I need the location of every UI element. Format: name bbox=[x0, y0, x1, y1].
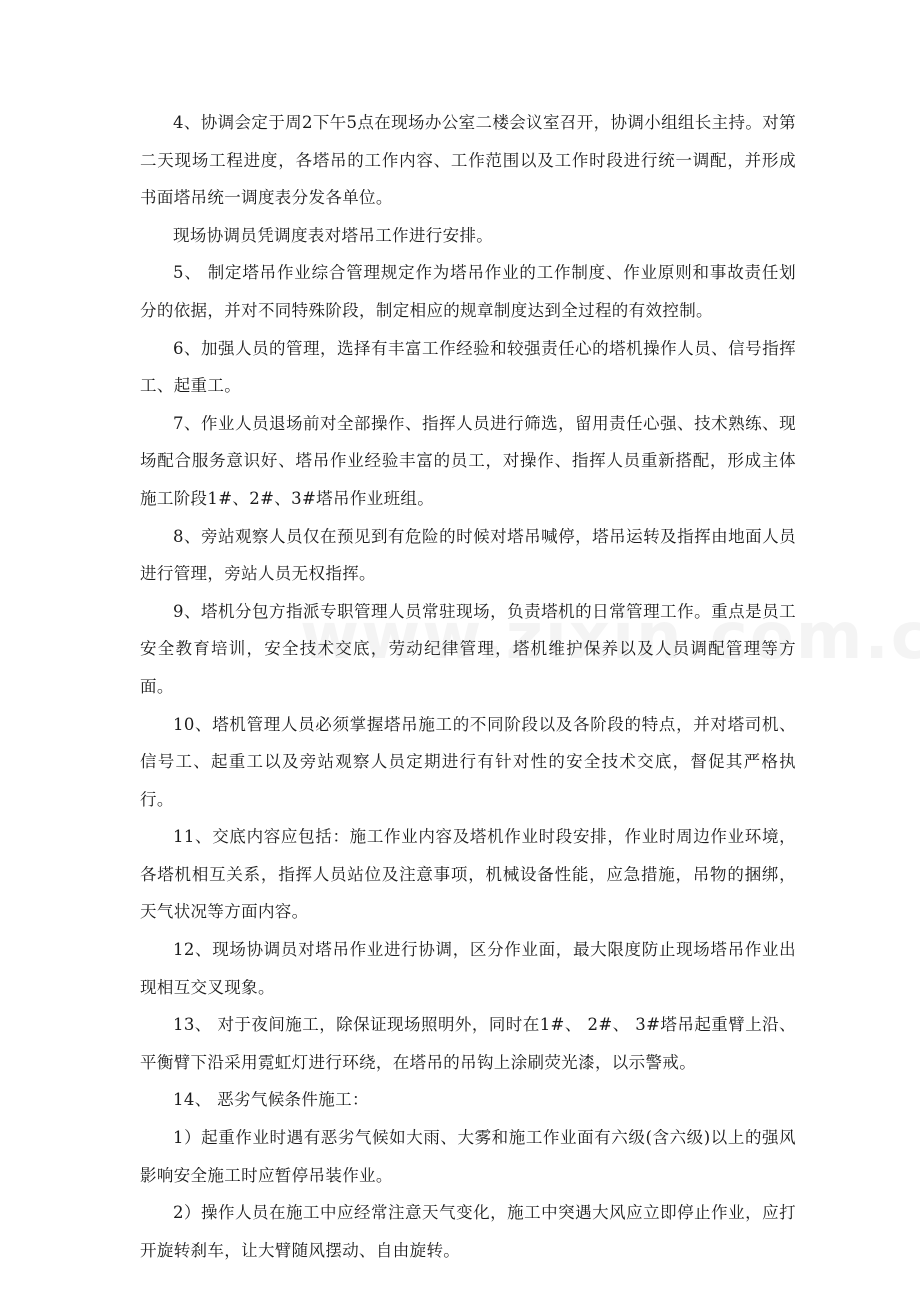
paragraph-11: 11、交底内容应包括：施工作业内容及塔机作业时段安排，作业时周边作业环境，各塔机相互关系，指挥人员站位及注意事项，机械设备性能，应急措施，吊物的捆绑，天气状况等方面内容。 bbox=[140, 827, 796, 922]
paragraph-13: 13、 对于夜间施工，除保证现场照明外，同时在1#、 2#、 3#塔吊起重臂上沿、平衡臂下沿采用霓虹灯进行环绕，在塔吊的吊钩上涂刷荧光漆，以示警戒。 bbox=[140, 1015, 796, 1072]
paragraph-4-note: 现场协调员凭调度表对塔吊工作进行安排。 bbox=[173, 225, 494, 245]
paragraph-9: 9、塔机分包方指派专职管理人员常驻现场，负责塔机的日常管理工作。重点是员工安全教育培训，安全技术交底，劳动纪律管理，塔机维护保养以及人员调配管理等方面。 bbox=[140, 601, 796, 696]
paragraph-12: 12、现场协调员对塔吊作业进行协调，区分作业面，最大限度防止现场塔吊作业出现相互交叉现象。 bbox=[140, 940, 796, 997]
paragraph-14-item-1: 1）起重作业时遇有恶劣气候如大雨、大雾和施工作业面有六级(含六级)以上的强风影响安全施工时应暂停吊装作业。 bbox=[140, 1128, 796, 1185]
paragraph-14: 14、 恶劣气候条件施工： bbox=[173, 1090, 369, 1110]
paragraph-7: 7、作业人员退场前对全部操作、指挥人员进行筛选，留用责任心强、技术熟练、现场配合服务意识好、塔吊作业经验丰富的员工，对操作、指挥人员重新搭配，形成主体施工阶段1#、2#、3#塔吊作业班组。 bbox=[140, 413, 796, 508]
paragraph-10: 10、塔机管理人员必须掌握塔吊施工的不同阶段以及各阶段的特点，并对塔司机、信号工、起重工以及旁站观察人员定期进行有针对性的安全技术交底，督促其严格执行。 bbox=[140, 714, 796, 809]
paragraph-5: 5、 制定塔吊作业综合管理规定作为塔吊作业的工作制度、作业原则和事故责任划分的依据，并对不同特殊阶段，制定相应的规章制度达到全过程的有效控制。 bbox=[140, 263, 796, 320]
paragraph-8: 8、旁站观察人员仅在预见到有危险的时候对塔吊喊停，塔吊运转及指挥由地面人员进行管理，旁站人员无权指挥。 bbox=[140, 526, 796, 584]
paragraph-6: 6、加强人员的管理，选择有丰富工作经验和较强责任心的塔机操作人员、信号指挥工、起重工。 bbox=[140, 338, 796, 396]
document-body bbox=[140, 104, 796, 1269]
paragraph-14-item-2: 2）操作人员在施工中应经常注意天气变化，施工中突遇大风应立即停止作业，应打开旋转刹车，让大臂随风摆动、自由旋转。 bbox=[140, 1203, 796, 1260]
paragraph-4: 4、协调会定于周2下午5点在现场办公室二楼会议室召开，协调小组组长主持。对第二天现场工程进度，各塔吊的工作内容、工作范围以及工作时段进行统一调配，并形成书面塔吊统一调度表分发各单位。 bbox=[140, 113, 796, 208]
